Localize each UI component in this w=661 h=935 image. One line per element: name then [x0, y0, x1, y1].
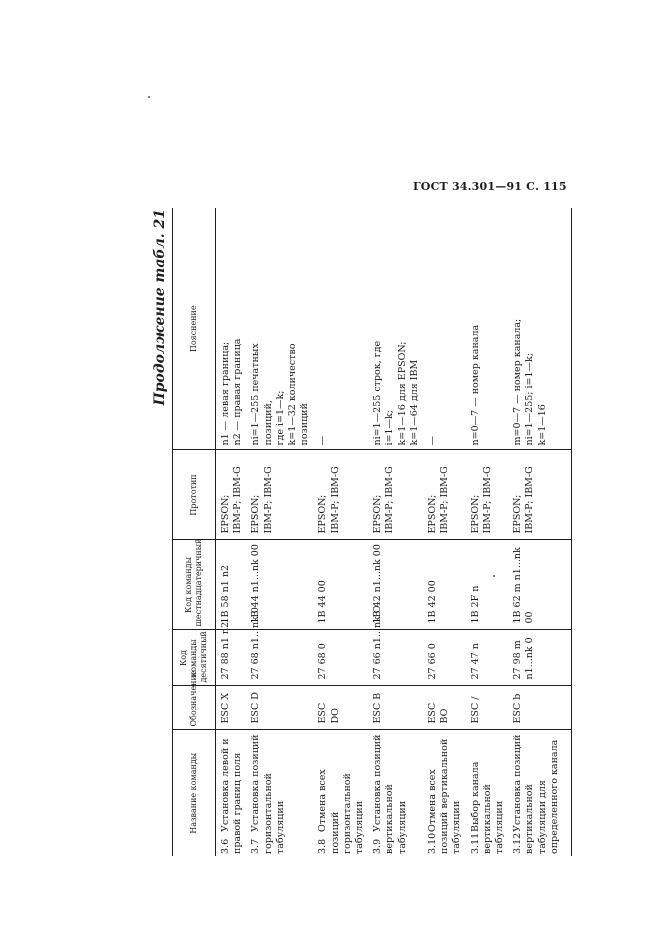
explanation-line: ni=1—255 печатных	[250, 343, 262, 446]
prototype-cell	[512, 450, 571, 540]
prototype-line: IBM-P; IBM-G	[439, 466, 451, 534]
explanation-line: где i=1—k;	[274, 390, 286, 446]
prototype-line: IBM-P; IBM-G	[262, 466, 274, 534]
table-row	[372, 208, 427, 856]
explanation-cell	[216, 208, 251, 450]
scan-speck	[493, 575, 495, 577]
scan-speck	[148, 96, 150, 98]
hex-code: 1B 44 00	[317, 580, 329, 624]
prototype-line: IBM-P; IBM-G	[232, 466, 244, 534]
explanation-line: позиций	[299, 403, 311, 446]
prototype-line: IBM-P; IBM-G	[384, 466, 396, 534]
prototype-cell	[216, 450, 251, 540]
designation: ESC b	[512, 693, 524, 724]
column-header: Код команды шестнадцатеричный	[173, 540, 216, 630]
table-row	[317, 208, 372, 856]
hex-code-cell	[216, 540, 251, 630]
command-name-cell	[427, 730, 470, 856]
hex-code: 1B 44 n1...nk 00	[250, 544, 262, 624]
explanation-line: позиций,	[262, 400, 274, 446]
designation-cell	[512, 686, 571, 730]
row-number: 3.10	[427, 832, 439, 854]
hex-code-cell	[512, 540, 571, 630]
hex-code: 1B 42 00	[427, 580, 439, 624]
decimal-code-cell	[372, 605, 427, 686]
hex-code: 1B 2F n	[469, 585, 481, 624]
designation: ESC DO	[317, 702, 341, 724]
explanation-line: k=1—16	[536, 404, 548, 446]
table-row	[512, 208, 571, 856]
explanation-cell	[427, 208, 470, 450]
table-caption: Продолжение табл. 21	[152, 209, 168, 406]
row-number: 3.6	[220, 838, 231, 854]
explanation-line: i=1—k;	[384, 410, 396, 446]
explanation-cell	[470, 208, 513, 450]
table-row	[250, 208, 317, 856]
rotated-table-area	[150, 206, 560, 856]
hex-code-cell	[250, 540, 317, 630]
table-header-row	[173, 208, 216, 856]
hex-code-cell	[470, 540, 513, 630]
prototype-line: EPSON;	[250, 494, 262, 534]
command-name: Выбор канала вертикальной табуляции	[469, 761, 506, 854]
decimal-code-line: 27 88 n1 n2	[220, 621, 231, 680]
decimal-code-line: 27 66 0	[427, 643, 439, 680]
decimal-code-cell	[470, 630, 513, 686]
designation: ESC /	[469, 696, 481, 724]
decimal-code-cell	[250, 607, 317, 686]
prototype-line: EPSON;	[512, 494, 524, 534]
hex-code-cell	[427, 540, 470, 630]
command-name-cell	[317, 730, 372, 856]
prototype-cell	[372, 450, 427, 540]
explanation-line: k=1—16 для EPSON;	[396, 341, 408, 446]
command-name: Установка позиций вертикальной табуляции	[372, 734, 408, 854]
explanation-line: ni=1—255; i=1—k;	[524, 352, 536, 446]
hex-code-cell	[372, 540, 427, 630]
prototype-line: EPSON;	[469, 494, 481, 534]
command-name: Установка позиций вертикальной табуляции для определенного канала	[512, 734, 560, 854]
designation-cell	[216, 686, 251, 730]
hex-code-cell	[317, 540, 372, 630]
prototype-line: EPSON;	[427, 494, 439, 534]
explanation-line: n2 — правая граница	[232, 338, 244, 446]
row-number: 3.8	[317, 838, 329, 854]
decimal-code-cell	[427, 630, 470, 686]
designation-cell	[427, 686, 470, 730]
designation: ESC D	[250, 692, 262, 724]
designation-cell	[250, 686, 317, 730]
designation: ESC B	[372, 692, 384, 724]
prototype-line: IBM-P; IBM-G	[524, 466, 536, 534]
decimal-code-cell	[216, 621, 251, 686]
command-name-cell	[470, 730, 513, 856]
decimal-code-cell	[512, 630, 571, 686]
prototype-line: IBM-P; IBM-G	[481, 466, 493, 534]
command-name-cell	[250, 730, 317, 856]
explanation-line: n1 — левая граница;	[220, 341, 231, 446]
command-name-cell	[372, 730, 427, 856]
table-row	[470, 208, 513, 856]
explanation-line: —	[427, 436, 439, 446]
explanation-cell	[250, 208, 317, 450]
command-name: Отмена всех позиций горизонтальной табуляции	[317, 769, 366, 854]
row-number: 3.9	[372, 838, 384, 854]
command-name: Отмена всех позиций вертикальной табуляции	[427, 738, 463, 854]
column-header: Код команды десятичный	[173, 630, 216, 686]
decimal-code-cell	[317, 630, 372, 686]
decimal-code-line: 27 68 0	[317, 643, 329, 680]
table-row	[427, 208, 470, 856]
prototype-line: EPSON;	[317, 494, 329, 534]
explanation-cell	[512, 208, 571, 450]
explanation-line: k=1—64 для IBM	[408, 359, 420, 446]
decimal-code-line: 27 47 n	[469, 643, 481, 680]
designation-cell	[470, 686, 513, 730]
decimal-code-line: 27 68 n1...nk 0	[250, 607, 262, 680]
explanation-cell	[372, 208, 427, 450]
table-row	[216, 208, 251, 856]
prototype-line: EPSON;	[220, 494, 231, 534]
explanation-line: ni=1—255 строк, где	[372, 340, 384, 446]
command-table	[172, 208, 572, 856]
decimal-code-line: 27 98 m	[512, 640, 524, 680]
hex-code: 1B 42 n1...nk 00	[372, 544, 384, 624]
explanation-cell	[317, 208, 372, 450]
row-number: 3.12	[512, 832, 524, 854]
explanation-line: k=1—32 количество	[287, 343, 299, 446]
column-header: Пояснение	[173, 208, 216, 450]
command-name-cell	[216, 730, 251, 856]
prototype-line: IBM-P; IBM-G	[329, 466, 341, 534]
decimal-code-line: n1...nk 0	[524, 637, 536, 680]
designation-cell	[372, 686, 427, 730]
prototype-line: EPSON;	[372, 494, 384, 534]
explanation-line: —	[317, 436, 329, 446]
designation-cell	[317, 686, 372, 730]
hex-code: 1B 62 m n1...nk 00	[512, 547, 536, 624]
designation: ESC BO	[427, 702, 451, 724]
column-header: Название команды	[173, 730, 216, 856]
prototype-cell	[470, 450, 513, 540]
explanation-line: m=0—7 — номер канала;	[512, 318, 524, 446]
column-header: Прототип	[173, 450, 216, 540]
command-name: Установка позиций горизонтальной табуляции	[250, 734, 286, 854]
prototype-cell	[250, 450, 317, 540]
page-header: ГОСТ 34.301—91 С. 115	[413, 180, 567, 193]
decimal-code-line: 27 66 n1...nk O	[372, 605, 384, 680]
row-number: 3.7	[250, 838, 262, 854]
column-header: Обозначение	[173, 686, 216, 730]
command-name-cell	[512, 730, 571, 856]
command-name: Установка левой и правой границ поля	[220, 738, 244, 854]
prototype-cell	[317, 450, 372, 540]
prototype-cell	[427, 450, 470, 540]
explanation-line: n=0—7 — номер канала	[469, 324, 481, 446]
hex-code: 1B 58 n1 n2	[220, 565, 231, 624]
row-number: 3.11	[469, 832, 481, 854]
designation: ESC X	[220, 693, 231, 724]
